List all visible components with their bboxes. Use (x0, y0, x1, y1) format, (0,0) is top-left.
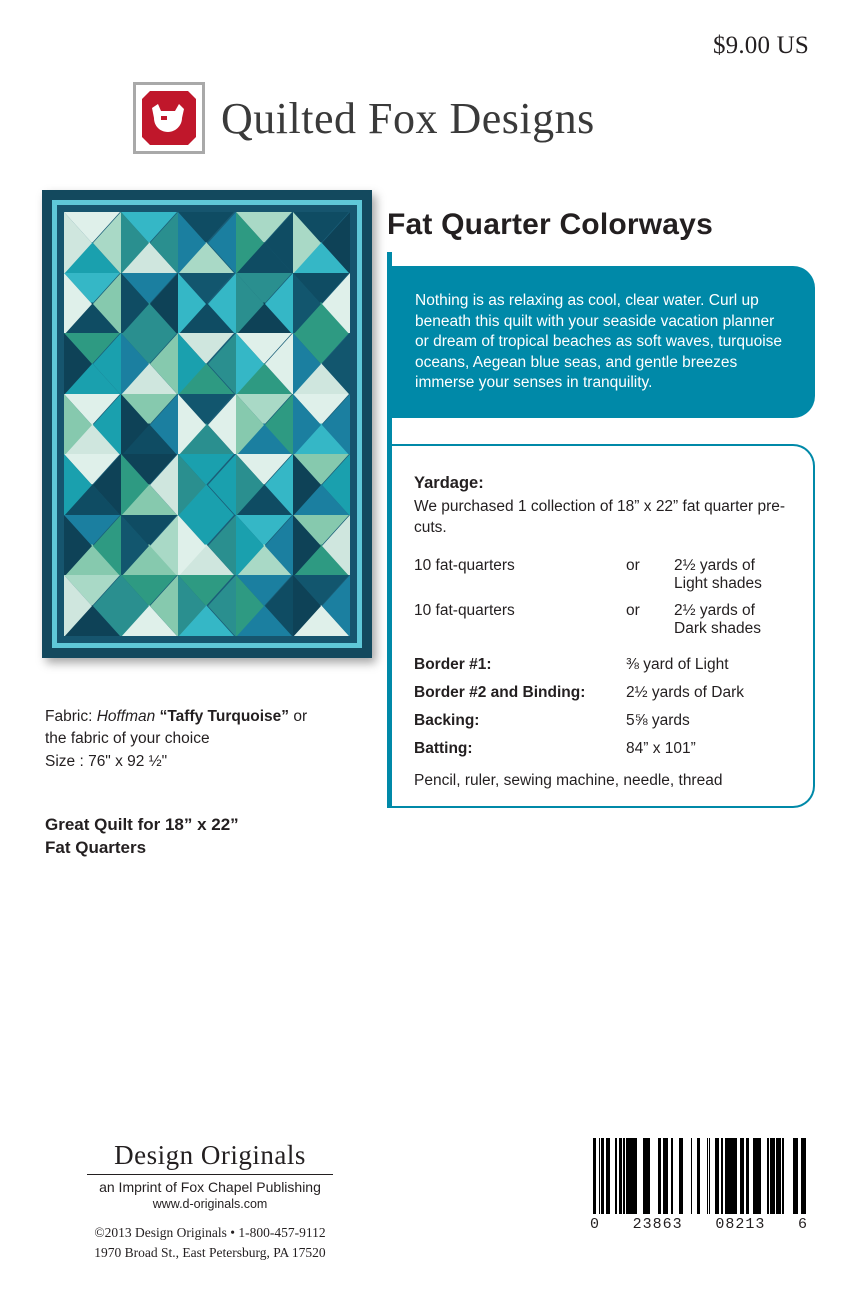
quilt-block (121, 454, 178, 515)
callout-line1: Great Quilt for 18” x 22” (45, 815, 239, 834)
barcode-bars (590, 1138, 808, 1214)
material-row (414, 679, 793, 707)
quilt-block (236, 515, 293, 576)
quilt-block (64, 575, 121, 636)
quilt-block (236, 273, 293, 334)
quilt-block (64, 212, 121, 273)
material-value: 2½ yards of Dark (626, 683, 745, 701)
material-value: 84” x 101” (626, 739, 696, 757)
quilt-block (64, 273, 121, 334)
material-label: Border #1: (414, 655, 492, 673)
quilt-block (178, 575, 235, 636)
quilt-block (64, 333, 121, 394)
quilt-block (178, 212, 235, 273)
quilt-block (121, 394, 178, 455)
publisher-copyright: ©2013 Design Originals • 1-800-457-9112 (94, 1225, 326, 1240)
fq-quantity: 10 fat-quarters (414, 556, 515, 574)
quilt-block (64, 454, 121, 515)
barcode-left-digit: 0 (590, 1216, 601, 1233)
publisher-name: Design Originals (114, 1140, 306, 1170)
quilt-block (178, 454, 235, 515)
quilt-block (178, 394, 235, 455)
material-value: 5⅝ yards (626, 711, 690, 729)
quilt-block (121, 575, 178, 636)
barcode (590, 1138, 808, 1233)
quilt-block (293, 515, 350, 576)
quilt-block (178, 333, 235, 394)
quilt-block (236, 575, 293, 636)
quilt-block (121, 212, 178, 273)
callout-line2: Fat Quarters (45, 837, 147, 857)
fq-or: or (626, 556, 640, 574)
yardage-panel (387, 444, 815, 808)
fabric-caption (45, 706, 365, 773)
quilt-block (293, 212, 350, 273)
quilt-block (178, 273, 235, 334)
quilt-block (293, 394, 350, 455)
quilt-block (121, 333, 178, 394)
material-value: ⅜ yard of Light (626, 655, 729, 673)
publisher-website[interactable]: www.d-originals.com (152, 1197, 268, 1211)
materials-table (414, 651, 793, 763)
fq-amount: 2½ yards of Light shades (674, 556, 762, 592)
page-title: Fat Quarter Colorways (387, 208, 713, 241)
fabric-prefix: Fabric: (45, 708, 97, 725)
fabric-collection: “Taffy Turquoise” (159, 708, 290, 725)
yardage-heading: Yardage: (414, 474, 484, 492)
quilt-block (293, 333, 350, 394)
quilt-block (236, 333, 293, 394)
quilt-photo (42, 190, 372, 658)
material-label: Border #2 and Binding: (414, 683, 586, 701)
quilt-block (236, 394, 293, 455)
brand-logo (133, 82, 595, 154)
fat-quarter-row (414, 600, 793, 645)
fabric-line2: the fabric of your choice (45, 730, 210, 748)
material-row (414, 651, 793, 679)
fq-amount: 2½ yards of Dark shades (674, 601, 762, 637)
quilt-size: Size : 76" x 92 ½" (45, 752, 168, 770)
yardage-intro: We purchased 1 collection of 18” x 22” fat quarter pre-cuts. (414, 498, 786, 536)
fabric-designer: Hoffman (96, 708, 156, 725)
publisher-imprint: an Imprint of Fox Chapel Publishing (99, 1179, 321, 1195)
quilt-block (64, 394, 121, 455)
barcode-right-digit: 6 (797, 1216, 808, 1233)
quilt-block (293, 454, 350, 515)
material-row (414, 707, 793, 735)
tools-line: Pencil, ruler, sewing machine, needle, thread (414, 771, 723, 789)
price-label: $9.00 US (712, 32, 809, 59)
description-blurb: Nothing is as relaxing as cool, clear water. Curl up beneath this quilt with your seaside vacation planner or dream of tropical beaches as soft waves, turquoise oceans, Aegean blue seas, and gentle breezes immerse your senses in tranquility. (387, 266, 815, 418)
quilt-block (293, 273, 350, 334)
material-label: Backing: (414, 711, 480, 729)
fat-quarter-row (414, 555, 793, 600)
quilt-block (236, 454, 293, 515)
quilt-block (178, 515, 235, 576)
quilt-block (64, 515, 121, 576)
divider (87, 1174, 333, 1175)
barcode-group-1: 23863 (632, 1216, 683, 1233)
fat-quarter-table (414, 555, 793, 645)
fox-logo-icon (133, 82, 205, 154)
fabric-suffix: or (289, 708, 308, 725)
fq-or: or (626, 601, 640, 619)
quilt-block (121, 273, 178, 334)
great-quilt-callout (45, 814, 365, 860)
quilt-block (236, 212, 293, 273)
publisher-address: 1970 Broad St., East Petersburg, PA 17520 (94, 1245, 326, 1261)
material-label: Batting: (414, 739, 473, 757)
quilt-block (121, 515, 178, 576)
material-row (414, 735, 793, 763)
fox-silhouette-icon (149, 102, 189, 136)
publisher-block (0, 1140, 420, 1264)
brand-name: Quilted Fox Designs (221, 93, 595, 143)
barcode-group-2: 08213 (715, 1216, 766, 1233)
quilt-block (293, 575, 350, 636)
fq-quantity: 10 fat-quarters (414, 601, 515, 619)
